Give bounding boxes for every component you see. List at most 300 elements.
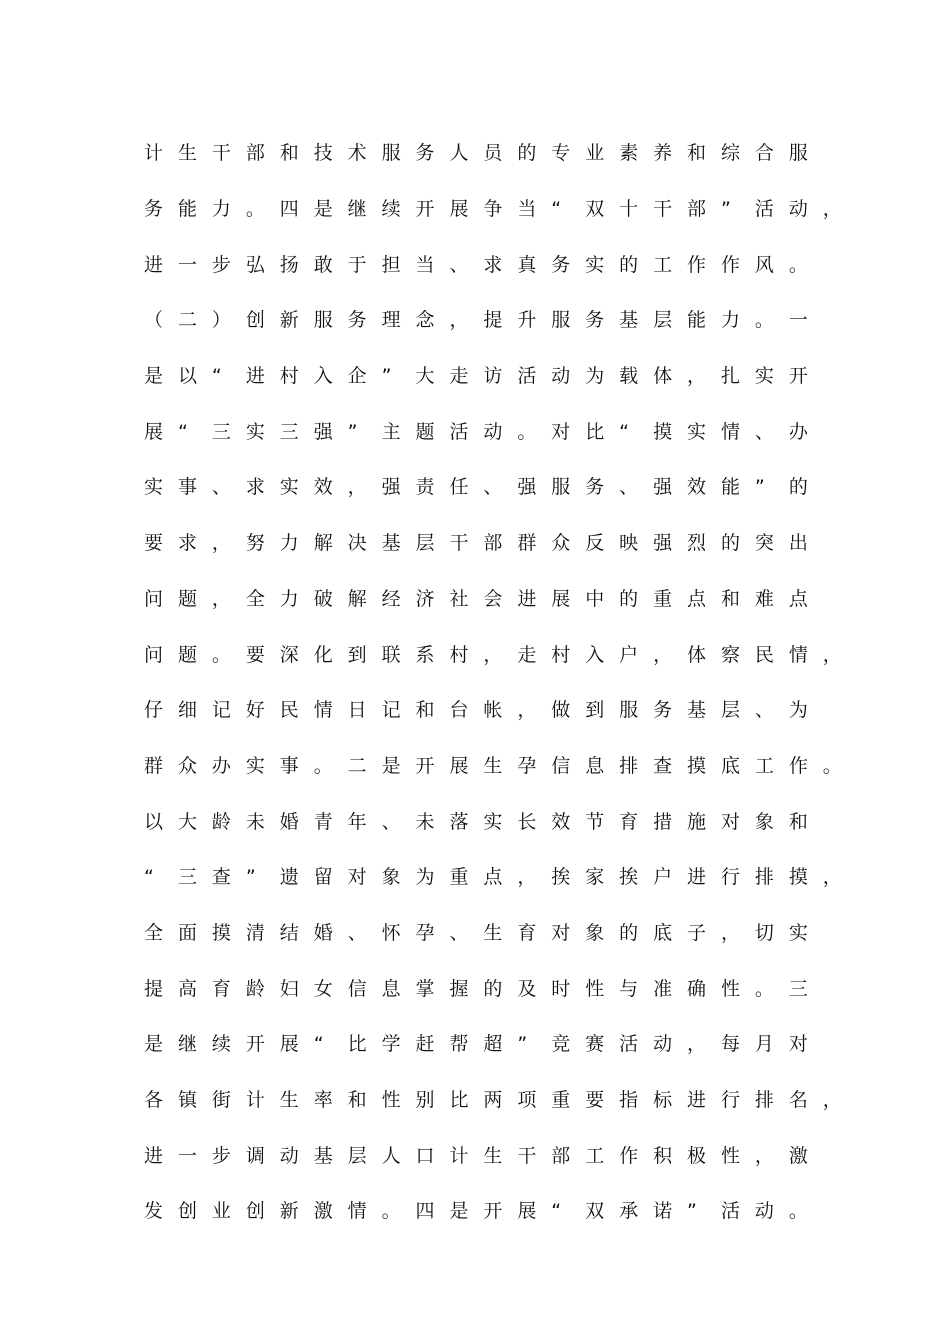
text-char: ” xyxy=(245,866,256,889)
text-char: 赶 xyxy=(415,1033,435,1056)
text-char: 真 xyxy=(517,253,537,276)
text-char: 双 xyxy=(585,1200,605,1223)
text-char: 记 xyxy=(211,699,231,722)
text-char: 查 xyxy=(211,866,231,889)
text-char: 性 xyxy=(720,1144,740,1167)
text-char: 性 xyxy=(720,977,740,1000)
text-char: 部 xyxy=(687,198,707,221)
text-char: 各 xyxy=(144,1089,164,1112)
text-char: 遗 xyxy=(279,866,299,889)
text-char: 创 xyxy=(245,1200,265,1223)
text-char: 联 xyxy=(381,643,401,666)
text-char: 点 xyxy=(687,587,707,610)
text-char: 比 xyxy=(585,420,605,443)
text-char: ， xyxy=(822,1089,842,1112)
text-char: 排 xyxy=(754,866,774,889)
text-char: 和 xyxy=(415,699,435,722)
text-char: ， xyxy=(211,532,231,555)
text-char: 养 xyxy=(653,142,673,165)
text-char: 务 xyxy=(347,309,367,332)
text-char: 摸 xyxy=(788,866,808,889)
text-char: ， xyxy=(754,1144,774,1167)
text-char: 诺 xyxy=(653,1200,673,1223)
text-char: 息 xyxy=(381,977,401,1000)
text-char: ， xyxy=(517,866,537,889)
text-char: 情 xyxy=(313,699,333,722)
text-char: 办 xyxy=(211,754,231,777)
text-char: 重 xyxy=(449,866,469,889)
text-char: 务 xyxy=(585,309,605,332)
text-char: 实 xyxy=(144,476,164,499)
text-char: 。 xyxy=(754,977,774,1000)
text-char: 以 xyxy=(144,810,164,833)
text-char: 大 xyxy=(415,365,435,388)
text-char: 映 xyxy=(619,532,639,555)
text-char: 婚 xyxy=(279,810,299,833)
text-line xyxy=(144,1073,844,1129)
text-char: “ xyxy=(211,365,222,388)
text-char: 动 xyxy=(788,198,808,221)
text-char: ， xyxy=(822,643,842,666)
text-char: 敢 xyxy=(313,253,333,276)
text-char: 民 xyxy=(754,643,774,666)
text-char: 群 xyxy=(517,532,537,555)
text-char: 事 xyxy=(177,476,197,499)
text-char: ” xyxy=(754,476,765,499)
text-char: 年 xyxy=(347,810,367,833)
text-char: 争 xyxy=(483,198,503,221)
text-char: 行 xyxy=(720,1089,740,1112)
text-char: 为 xyxy=(415,866,435,889)
text-char: 为 xyxy=(788,699,808,722)
text-char: 众 xyxy=(551,532,571,555)
text-char: 步 xyxy=(211,253,231,276)
text-char: 落 xyxy=(449,810,469,833)
text-char: 留 xyxy=(313,866,333,889)
text-char: 干 xyxy=(653,198,673,221)
text-char: “ xyxy=(177,420,188,443)
text-char: 化 xyxy=(313,643,333,666)
text-char: 生 xyxy=(177,142,197,165)
text-char: 性 xyxy=(381,1089,401,1112)
text-char: 弘 xyxy=(245,253,265,276)
text-char: 动 xyxy=(754,1200,774,1223)
text-char: 专 xyxy=(551,142,571,165)
text-char: 挨 xyxy=(551,866,571,889)
text-char: 展 xyxy=(449,198,469,221)
text-char: 三 xyxy=(211,420,231,443)
text-char: 基 xyxy=(619,309,639,332)
text-char: ， xyxy=(517,699,537,722)
text-char: 访 xyxy=(483,365,503,388)
text-char: 服 xyxy=(788,142,808,165)
text-char: 、 xyxy=(619,476,639,499)
text-char: 、 xyxy=(449,253,469,276)
document-body xyxy=(144,126,844,1240)
text-char: 开 xyxy=(788,365,808,388)
text-char: 开 xyxy=(415,198,435,221)
text-char: （ xyxy=(144,309,164,332)
text-char: 部 xyxy=(551,1144,571,1167)
text-char: 名 xyxy=(788,1089,808,1112)
text-char: 强 xyxy=(517,476,537,499)
text-char: 。 xyxy=(788,1200,808,1223)
text-char: 入 xyxy=(313,365,333,388)
text-char: 三 xyxy=(788,977,808,1000)
text-char: 层 xyxy=(347,1144,367,1167)
text-char: 技 xyxy=(313,142,333,165)
text-char: 是 xyxy=(313,198,333,221)
text-char: 效 xyxy=(313,476,333,499)
text-char: 排 xyxy=(619,754,639,777)
text-char: 责 xyxy=(415,476,435,499)
text-char: 突 xyxy=(754,532,774,555)
text-char: 当 xyxy=(517,198,537,221)
text-char: 结 xyxy=(279,921,299,944)
text-char: 进 xyxy=(245,365,265,388)
text-char: 情 xyxy=(720,420,740,443)
text-char: 三 xyxy=(177,866,197,889)
text-char: 会 xyxy=(483,587,503,610)
text-char: 服 xyxy=(313,309,333,332)
text-char: 解 xyxy=(347,587,367,610)
text-char: 两 xyxy=(483,1089,503,1112)
text-char: 妇 xyxy=(279,977,299,1000)
text-char: 对 xyxy=(551,921,571,944)
text-char: 和 xyxy=(347,1089,367,1112)
text-char: 挨 xyxy=(619,866,639,889)
text-char: 的 xyxy=(619,587,639,610)
text-char: 展 xyxy=(449,754,469,777)
text-char: 。 xyxy=(517,420,537,443)
text-char: 进 xyxy=(687,1089,707,1112)
text-char: 业 xyxy=(211,1200,231,1223)
text-char: ， xyxy=(822,866,842,889)
text-char: 服 xyxy=(381,142,401,165)
text-char: ， xyxy=(653,643,673,666)
text-char: 的 xyxy=(720,532,740,555)
text-char: 镇 xyxy=(177,1089,197,1112)
text-char: 标 xyxy=(653,1089,673,1112)
text-line xyxy=(144,739,844,795)
text-char: 题 xyxy=(415,420,435,443)
text-char: 大 xyxy=(177,810,197,833)
text-char: 高 xyxy=(177,977,197,1000)
text-char: 实 xyxy=(585,253,605,276)
text-char: 难 xyxy=(754,587,774,610)
text-char: 动 xyxy=(551,365,571,388)
text-char: 层 xyxy=(415,532,435,555)
text-char: 作 xyxy=(619,1144,639,1167)
text-char: 进 xyxy=(144,1144,164,1167)
text-char: 四 xyxy=(279,198,299,221)
text-char: 业 xyxy=(585,142,605,165)
text-char: 月 xyxy=(754,1033,774,1056)
text-char: 素 xyxy=(619,142,639,165)
text-char: 确 xyxy=(687,977,707,1000)
text-char: 入 xyxy=(585,643,605,666)
text-char: 龄 xyxy=(245,977,265,1000)
text-char: 象 xyxy=(381,866,401,889)
text-char: 竞 xyxy=(551,1033,571,1056)
text-char: 担 xyxy=(381,253,401,276)
text-char: 社 xyxy=(449,587,469,610)
text-char: 强 xyxy=(313,420,333,443)
text-char: 当 xyxy=(415,253,435,276)
text-char: 民 xyxy=(279,699,299,722)
text-char: 生 xyxy=(483,921,503,944)
text-char: 底 xyxy=(720,754,740,777)
text-char: 细 xyxy=(177,699,197,722)
text-char: 力 xyxy=(211,198,231,221)
text-char: 展 xyxy=(551,587,571,610)
text-line xyxy=(144,906,844,962)
text-char: 作 xyxy=(788,754,808,777)
text-char: 育 xyxy=(211,977,231,1000)
text-line xyxy=(144,516,844,572)
text-char: 求 xyxy=(177,532,197,555)
text-char: 走 xyxy=(517,643,537,666)
text-line xyxy=(144,850,844,906)
text-char: 行 xyxy=(720,866,740,889)
text-char: 象 xyxy=(585,921,605,944)
text-char: 题 xyxy=(177,587,197,610)
text-char: 要 xyxy=(144,532,164,555)
text-char: 仔 xyxy=(144,699,164,722)
text-char: 超 xyxy=(483,1033,503,1056)
text-char: 对 xyxy=(347,866,367,889)
text-line xyxy=(144,404,844,460)
text-char: 主 xyxy=(381,420,401,443)
text-char: 事 xyxy=(279,754,299,777)
text-char: 强 xyxy=(653,532,673,555)
text-char: “ xyxy=(313,1033,324,1056)
text-char: 、 xyxy=(449,921,469,944)
text-char: 开 xyxy=(483,1200,503,1223)
text-char: 握 xyxy=(449,977,469,1000)
text-char: 工 xyxy=(754,754,774,777)
text-char: 子 xyxy=(687,921,707,944)
text-char: 效 xyxy=(551,810,571,833)
text-char: 于 xyxy=(347,253,367,276)
text-char: ” xyxy=(720,198,731,221)
text-char: 信 xyxy=(347,977,367,1000)
text-char: 任 xyxy=(449,476,469,499)
text-char: 能 xyxy=(720,476,740,499)
text-char: 信 xyxy=(551,754,571,777)
text-char: 破 xyxy=(313,587,333,610)
text-char: 实 xyxy=(279,476,299,499)
text-char: 务 xyxy=(415,142,435,165)
text-char: 性 xyxy=(585,977,605,1000)
text-char: 清 xyxy=(245,921,265,944)
text-char: 务 xyxy=(653,699,673,722)
text-char: 计 xyxy=(449,1144,469,1167)
text-char: 续 xyxy=(211,1033,231,1056)
text-char: 创 xyxy=(177,1200,197,1223)
text-char: 育 xyxy=(619,810,639,833)
text-char: 干 xyxy=(449,532,469,555)
text-char: 掌 xyxy=(415,977,435,1000)
text-char: 进 xyxy=(144,253,164,276)
text-char: 和 xyxy=(279,142,299,165)
text-char: 日 xyxy=(347,699,367,722)
text-char: 活 xyxy=(517,365,537,388)
text-char: 展 xyxy=(144,420,164,443)
text-char: ） xyxy=(211,309,231,332)
text-char: 是 xyxy=(381,754,401,777)
text-char: 节 xyxy=(585,810,605,833)
text-char: 。 xyxy=(245,198,265,221)
text-char: 。 xyxy=(822,754,842,777)
text-char: “ xyxy=(551,1200,562,1223)
text-char: “ xyxy=(551,198,562,221)
text-char: ， xyxy=(687,365,707,388)
text-char: 展 xyxy=(279,1033,299,1056)
text-char: 十 xyxy=(619,198,639,221)
text-line xyxy=(144,1184,844,1240)
text-char: 力 xyxy=(279,532,299,555)
text-char: 扬 xyxy=(279,253,299,276)
text-char: 问 xyxy=(144,587,164,610)
text-char: 人 xyxy=(381,1144,401,1167)
text-char: 续 xyxy=(381,198,401,221)
text-char: 干 xyxy=(211,142,231,165)
text-char: 的 xyxy=(619,921,639,944)
text-char: 极 xyxy=(687,1144,707,1167)
text-char: 摸 xyxy=(687,754,707,777)
text-char: 对 xyxy=(551,420,571,443)
text-char: 家 xyxy=(585,866,605,889)
text-char: 提 xyxy=(483,309,503,332)
text-char: 作 xyxy=(687,253,707,276)
text-char: 与 xyxy=(619,977,639,1000)
text-char: 、 xyxy=(211,476,231,499)
text-char: 为 xyxy=(585,365,605,388)
text-char: 记 xyxy=(381,699,401,722)
text-char: 二 xyxy=(347,754,367,777)
text-char: 好 xyxy=(245,699,265,722)
text-char: 生 xyxy=(483,1144,503,1167)
text-char: 实 xyxy=(245,420,265,443)
text-char: 合 xyxy=(754,142,774,165)
text-char: 强 xyxy=(381,476,401,499)
text-char: 进 xyxy=(517,587,537,610)
text-line xyxy=(144,961,844,1017)
text-char: 积 xyxy=(653,1144,673,1167)
text-char: 务 xyxy=(585,476,605,499)
text-char: 术 xyxy=(347,142,367,165)
text-char: 层 xyxy=(653,309,673,332)
text-char: 全 xyxy=(144,921,164,944)
text-line xyxy=(144,683,844,739)
text-char: 摸 xyxy=(653,420,673,443)
text-char: 求 xyxy=(483,253,503,276)
text-char: 点 xyxy=(788,587,808,610)
text-char: 升 xyxy=(517,309,537,332)
text-char: 作 xyxy=(720,253,740,276)
text-char: 步 xyxy=(211,1144,231,1167)
text-char: 体 xyxy=(653,365,673,388)
text-char: 面 xyxy=(177,921,197,944)
text-char: 要 xyxy=(585,1089,605,1112)
text-char: 台 xyxy=(449,699,469,722)
text-char: 查 xyxy=(653,754,673,777)
text-char: 风 xyxy=(754,253,774,276)
text-char: 孕 xyxy=(517,754,537,777)
text-char: 群 xyxy=(144,754,164,777)
text-char: 、 xyxy=(381,810,401,833)
text-char: 学 xyxy=(381,1033,401,1056)
text-char: 务 xyxy=(144,198,164,221)
text-char: 的 xyxy=(517,142,537,165)
text-char: 情 xyxy=(347,1200,367,1223)
text-char: 婚 xyxy=(313,921,333,944)
text-char: 系 xyxy=(415,643,435,666)
text-char: “ xyxy=(144,866,154,889)
text-char: 实 xyxy=(788,921,808,944)
text-char: “ xyxy=(619,420,629,443)
text-char: 活 xyxy=(449,420,469,443)
text-char: 别 xyxy=(415,1089,435,1112)
text-char: 走 xyxy=(449,365,469,388)
text-char: 未 xyxy=(245,810,265,833)
text-char: 基 xyxy=(687,699,707,722)
text-char: 活 xyxy=(720,1200,740,1223)
text-char: 怀 xyxy=(381,921,401,944)
text-char: 全 xyxy=(245,587,265,610)
text-char: 三 xyxy=(279,420,299,443)
text-char: 龄 xyxy=(211,810,231,833)
text-char: 帮 xyxy=(449,1033,469,1056)
text-char: 实 xyxy=(483,810,503,833)
text-char: 基 xyxy=(313,1144,333,1167)
text-char: 载 xyxy=(619,365,639,388)
text-char: 活 xyxy=(754,198,774,221)
text-char: 开 xyxy=(245,1033,265,1056)
text-char: 部 xyxy=(483,532,503,555)
text-char: 息 xyxy=(585,754,605,777)
text-char: 实 xyxy=(754,365,774,388)
text-char: 力 xyxy=(720,309,740,332)
text-char: 是 xyxy=(144,1033,164,1056)
text-char: 象 xyxy=(754,810,774,833)
text-char: 以 xyxy=(177,365,197,388)
text-char: 工 xyxy=(585,1144,605,1167)
text-char: ” xyxy=(347,420,358,443)
text-char: ” xyxy=(687,1200,697,1223)
text-line xyxy=(144,1128,844,1184)
text-line xyxy=(144,126,844,182)
text-char: 村 xyxy=(279,365,299,388)
text-char: 动 xyxy=(483,420,503,443)
text-char: 能 xyxy=(177,198,197,221)
text-char: 继 xyxy=(177,1033,197,1056)
text-char: 扎 xyxy=(720,365,740,388)
text-char: 强 xyxy=(653,476,673,499)
text-line xyxy=(144,572,844,628)
text-line xyxy=(144,627,844,683)
text-char: 的 xyxy=(483,977,503,1000)
text-char: 。 xyxy=(754,309,774,332)
text-char: 一 xyxy=(788,309,808,332)
text-char: 率 xyxy=(313,1089,333,1112)
text-char: 理 xyxy=(381,309,401,332)
text-char: 摸 xyxy=(211,921,231,944)
text-char: 中 xyxy=(585,587,605,610)
text-line xyxy=(144,1017,844,1073)
text-char: 反 xyxy=(585,532,605,555)
